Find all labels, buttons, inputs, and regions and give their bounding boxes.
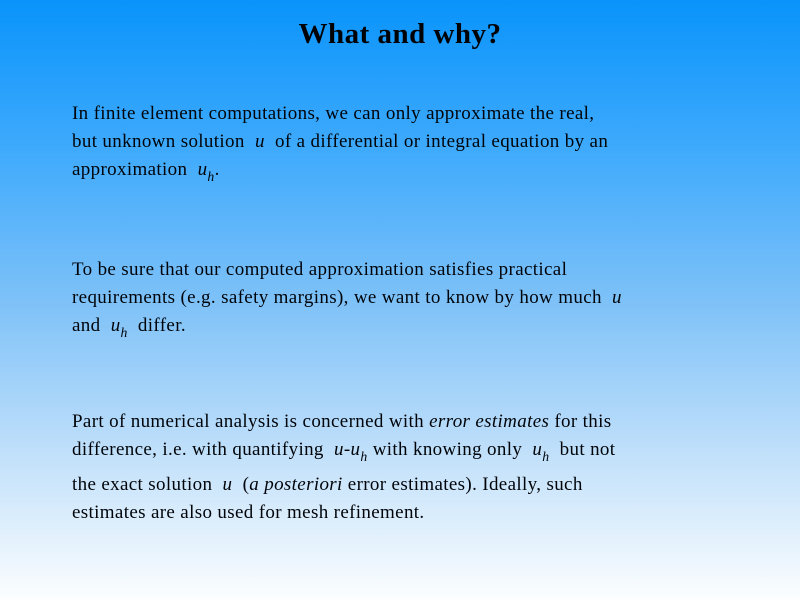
text-segment: but unknown solution	[72, 131, 255, 152]
text-segment: the exact solution	[72, 474, 223, 496]
text-segment: with knowing only	[367, 439, 533, 460]
text-segment: and	[72, 315, 111, 336]
paragraph-approximation	[72, 100, 744, 191]
paragraph-requirements	[72, 256, 744, 347]
text-segment: estimates are also used for mesh refinement.	[72, 502, 425, 524]
italic-text: error estimates	[429, 411, 550, 432]
subscript-text: h	[360, 449, 368, 465]
paragraph-error-estimates	[72, 408, 744, 527]
text-segment: -	[343, 439, 351, 460]
text-segment: (	[232, 474, 250, 496]
italic-text: u	[222, 474, 233, 496]
italic-text: u	[197, 159, 208, 180]
italic-text: u	[110, 315, 121, 336]
subscript-text: h	[207, 169, 215, 185]
text-segment: In finite element computations, we can only approximate the real,	[72, 103, 595, 124]
text-segment: error estimates). Ideally, such	[342, 474, 583, 496]
italic-text: u	[612, 287, 622, 308]
text-segment: for this	[549, 411, 612, 432]
text-segment: differ.	[127, 315, 186, 336]
text-segment: but not	[549, 439, 616, 460]
italic-text: u	[532, 439, 543, 460]
text-segment: difference, i.e. with quantifying	[72, 439, 334, 460]
text-segment: Part of numerical analysis is concerned with	[72, 411, 430, 432]
italic-text: a posteriori	[249, 474, 343, 496]
italic-text: u	[350, 439, 361, 460]
italic-text: u	[254, 131, 265, 152]
slide-title: What and why?	[298, 18, 502, 50]
text-segment: .	[214, 159, 220, 180]
subscript-text: h	[542, 449, 550, 465]
text-segment: of a differential or integral equation by an	[264, 131, 609, 152]
italic-text: u	[334, 439, 344, 460]
text-segment: approximation	[72, 159, 198, 180]
text-segment: To be sure that our computed approximation satisfies practical	[72, 259, 568, 280]
text-segment: requirements (e.g. safety margins), we want to know by how much	[72, 287, 613, 308]
subscript-text: h	[120, 325, 128, 341]
